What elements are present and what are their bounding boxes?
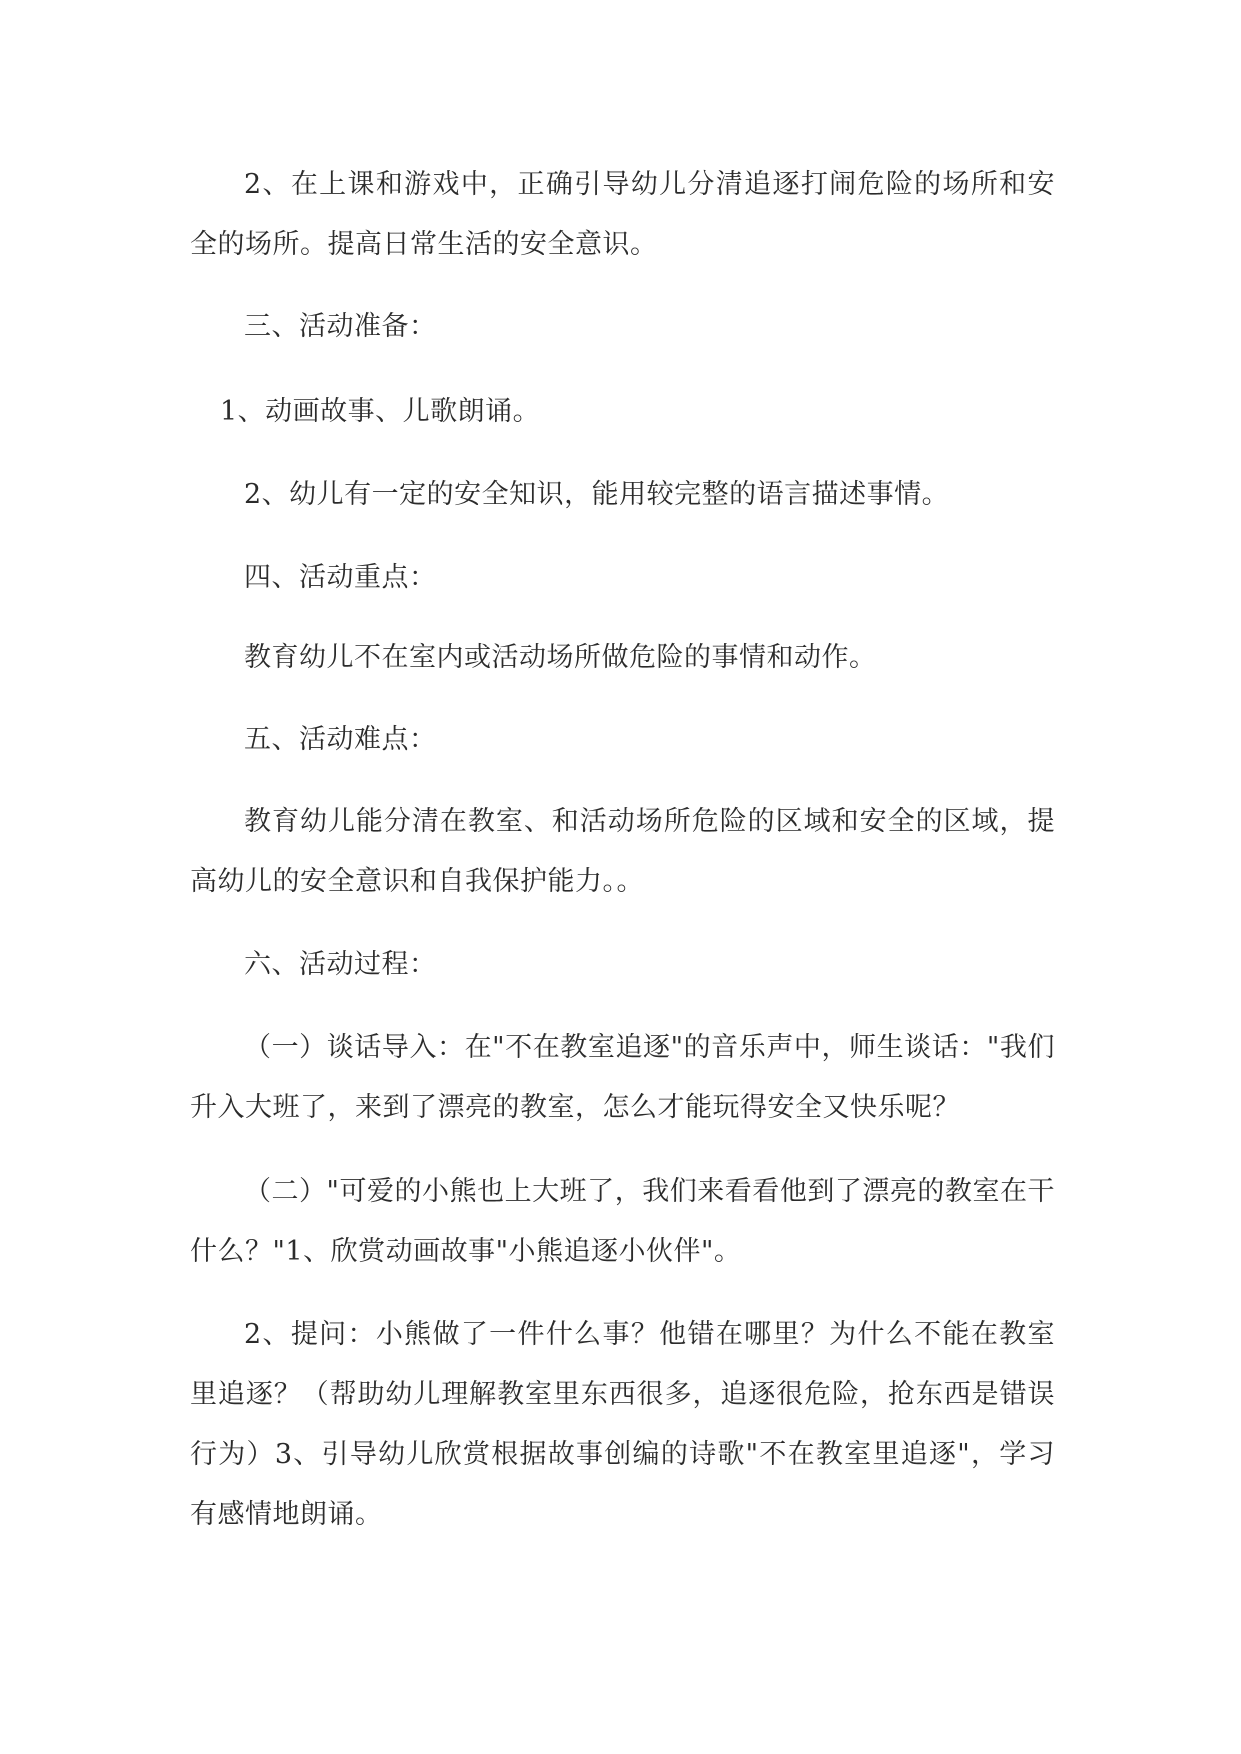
paragraph-text: 教育幼儿能分清在教室、和活动场所危险的区域和安全的区域，提高幼儿的安全意识和自我保护能力。。 (190, 806, 1055, 897)
heading-activity-focus (190, 548, 1055, 608)
paragraph-focus (190, 628, 1055, 688)
heading-text: 三、活动准备： (244, 311, 437, 342)
paragraph-goal-2 (190, 155, 1055, 275)
paragraph-text: 2、在上课和游戏中，正确引导幼儿分清追逐打闹危险的场所和安全的场所。提高日常生活的安全意识。 (190, 169, 1055, 260)
paragraph-text: 教育幼儿不在室内或活动场所做危险的事情和动作。 (244, 642, 877, 673)
paragraph-text: 2、幼儿有一定的安全知识，能用较完整的语言描述事情。 (244, 479, 950, 510)
paragraph-text: 1、动画故事、儿歌朗诵。 (220, 396, 541, 427)
paragraph-text: （一）谈话导入：在"不在教室追逐"的音乐声中，师生谈话："我们升入大班了，来到了漂亮的教室，怎么才能玩得安全又快乐呢？ (190, 1032, 1055, 1123)
heading-text: 四、活动重点： (244, 562, 437, 593)
paragraph-process-questions (190, 1305, 1055, 1545)
heading-activity-difficulty (190, 710, 1055, 770)
paragraph-difficulty (190, 792, 1055, 912)
paragraph-preparation-2 (190, 465, 1055, 525)
heading-activity-preparation (190, 297, 1055, 357)
paragraph-text: 2、提问：小熊做了一件什么事？他错在哪里？为什么不能在教室里追逐？（帮助幼儿理解教室里东西很多，追逐很危险，抢东西是错误行为）3、引导幼儿欣赏根据故事创编的诗歌"不在教室里追逐"，学习有感情地朗诵。 (190, 1319, 1055, 1530)
paragraph-text: （二）"可爱的小熊也上大班了，我们来看看他到了漂亮的教室在干什么？"1、欣赏动画故事"小熊追逐小伙伴"。 (190, 1176, 1055, 1267)
heading-activity-process (190, 935, 1055, 995)
paragraph-preparation-1 (190, 382, 1055, 442)
heading-text: 六、活动过程： (244, 949, 437, 980)
paragraph-process-story (190, 1162, 1055, 1282)
heading-text: 五、活动难点： (244, 724, 437, 755)
paragraph-process-intro (190, 1018, 1055, 1138)
